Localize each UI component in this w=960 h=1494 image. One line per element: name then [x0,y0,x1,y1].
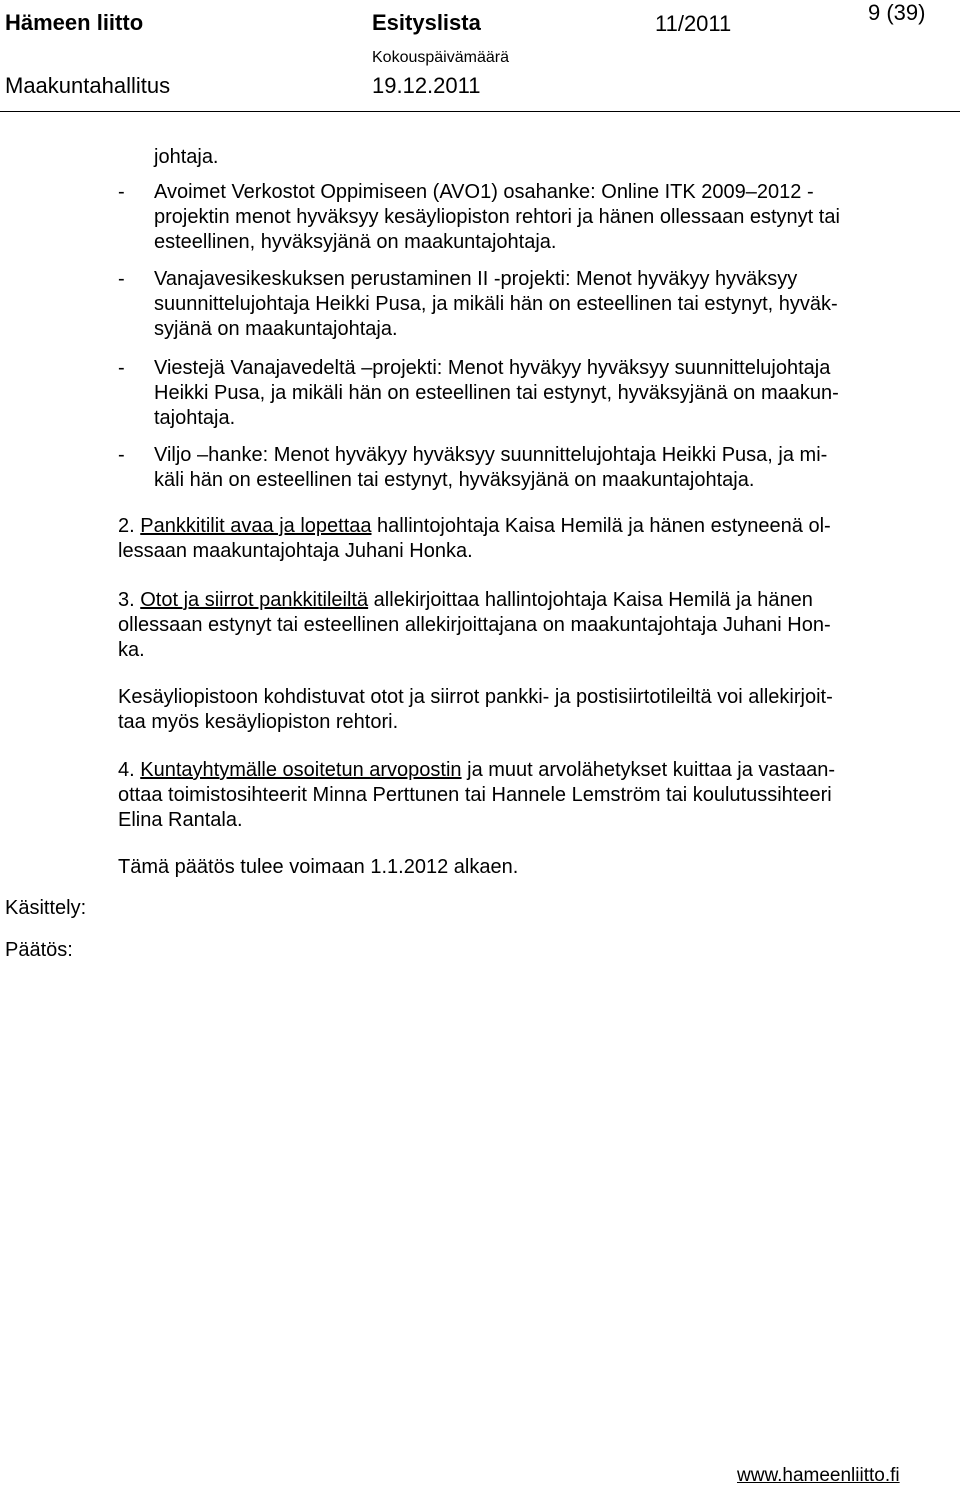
header-org: Hämeen liitto [5,10,144,35]
header-doc-type: Esityslista [372,10,481,35]
header-page-number: 9 (39) [868,0,926,25]
continuation-line: johtaja. [154,146,219,168]
header-doc-number: 11/2011 [655,11,732,36]
item-3-number: 3. [118,589,135,611]
bullet-dash: - [118,357,125,379]
item-3-line-3: ka. [118,639,145,661]
bullet-3-line-3: tajohtaja. [154,407,236,429]
item-4-line-2: ottaa toimistosihteerit Minna Perttunen tai Hannele Lemström tai koulutussihteeri [118,784,832,806]
item-4-number: 4. [118,759,135,781]
bullet-dash: - [118,268,125,290]
footer-url-link[interactable]: www.hameenliitto.fi [737,1465,900,1486]
item-4-underlined: Kuntayhtymälle osoitetun arvopostin [140,759,462,781]
item-4-line-3: Elina Rantala. [118,809,243,831]
summer-para-line-2: taa myös kesäyliopiston rehtori. [118,711,399,733]
item-3-line-2: ollessaan estynyt tai esteellinen allekirjoittajana on maakuntajohtaja Juhani Hon- [118,614,831,636]
item-3-line-1 [118,588,813,613]
bullet-2-line-1: Vanajavesikeskuksen perustaminen II -projekti: Menot hyväkyy hyväksyy [154,268,798,290]
header-body: Maakuntahallitus [5,73,171,98]
header-meeting-date: 19.12.2011 [372,73,481,98]
header-meeting-date-label: Kokouspäivämäärä [372,49,509,66]
bullet-3-line-2: Heikki Pusa, ja mikäli hän on esteellinen tai estynyt, hyväksyjänä on maakun- [154,382,839,404]
item-3-underlined: Otot ja siirrot pankkitileiltä [140,589,369,611]
bullet-3-line-1: Viestejä Vanajavedeltä –projekti: Menot hyväkyy hyväksyy suunnittelujohtaja [154,357,831,379]
item-2-underlined: Pankkitilit avaa ja lopettaa [140,515,372,537]
bullet-4-line-1: Viljo –hanke: Menot hyväkyy hyväksyy suunnittelujohtaja Heikki Pusa, ja mi- [154,444,828,466]
label-paatos: Päätös: [5,939,73,961]
item-2-line-1-rest: hallintojohtaja Kaisa Hemilä ja hänen estyneenä ol- [371,515,831,537]
header-divider [0,111,960,112]
bullet-2-line-3: syjänä on maakuntajohtaja. [154,318,398,340]
summer-para-line-1: Kesäyliopistoon kohdistuvat otot ja siirrot pankki- ja postisiirtotileiltä voi allekirjoit- [118,686,833,708]
bullet-dash: - [118,444,125,466]
item-4-line-1-rest: ja muut arvolähetykset kuittaa ja vastaan- [461,759,836,781]
bullet-2-line-2: suunnittelujohtaja Heikki Pusa, ja mikäli hän on esteellinen tai estynyt, hyväk- [154,293,838,315]
bullet-dash: - [118,181,125,203]
label-kasittely: Käsittely: [5,897,87,919]
item-2-line-2: lessaan maakuntajohtaja Juhani Honka. [118,540,473,562]
bullet-1-line-2: projektin menot hyväksyy kesäyliopiston rehtori ja hänen ollessaan estynyt tai [154,206,840,228]
bullet-1-line-3: esteellinen, hyväksyjänä on maakuntajohtaja. [154,231,557,253]
effective-date: Tämä päätös tulee voimaan 1.1.2012 alkaen. [118,856,519,878]
item-2-number: 2. [118,515,135,537]
bullet-4-line-2: käli hän on esteellinen tai estynyt, hyväksyjänä on maakuntajohtaja. [154,469,755,491]
item-3-line-1-rest: allekirjoittaa hallintojohtaja Kaisa Hemilä ja hänen [368,589,813,611]
item-4-line-1 [118,758,835,783]
item-2-line-1 [118,514,831,539]
bullet-1-line-1: Avoimet Verkostot Oppimiseen (AVO1) osahanke: Online ITK 2009–2012 - [154,181,814,203]
